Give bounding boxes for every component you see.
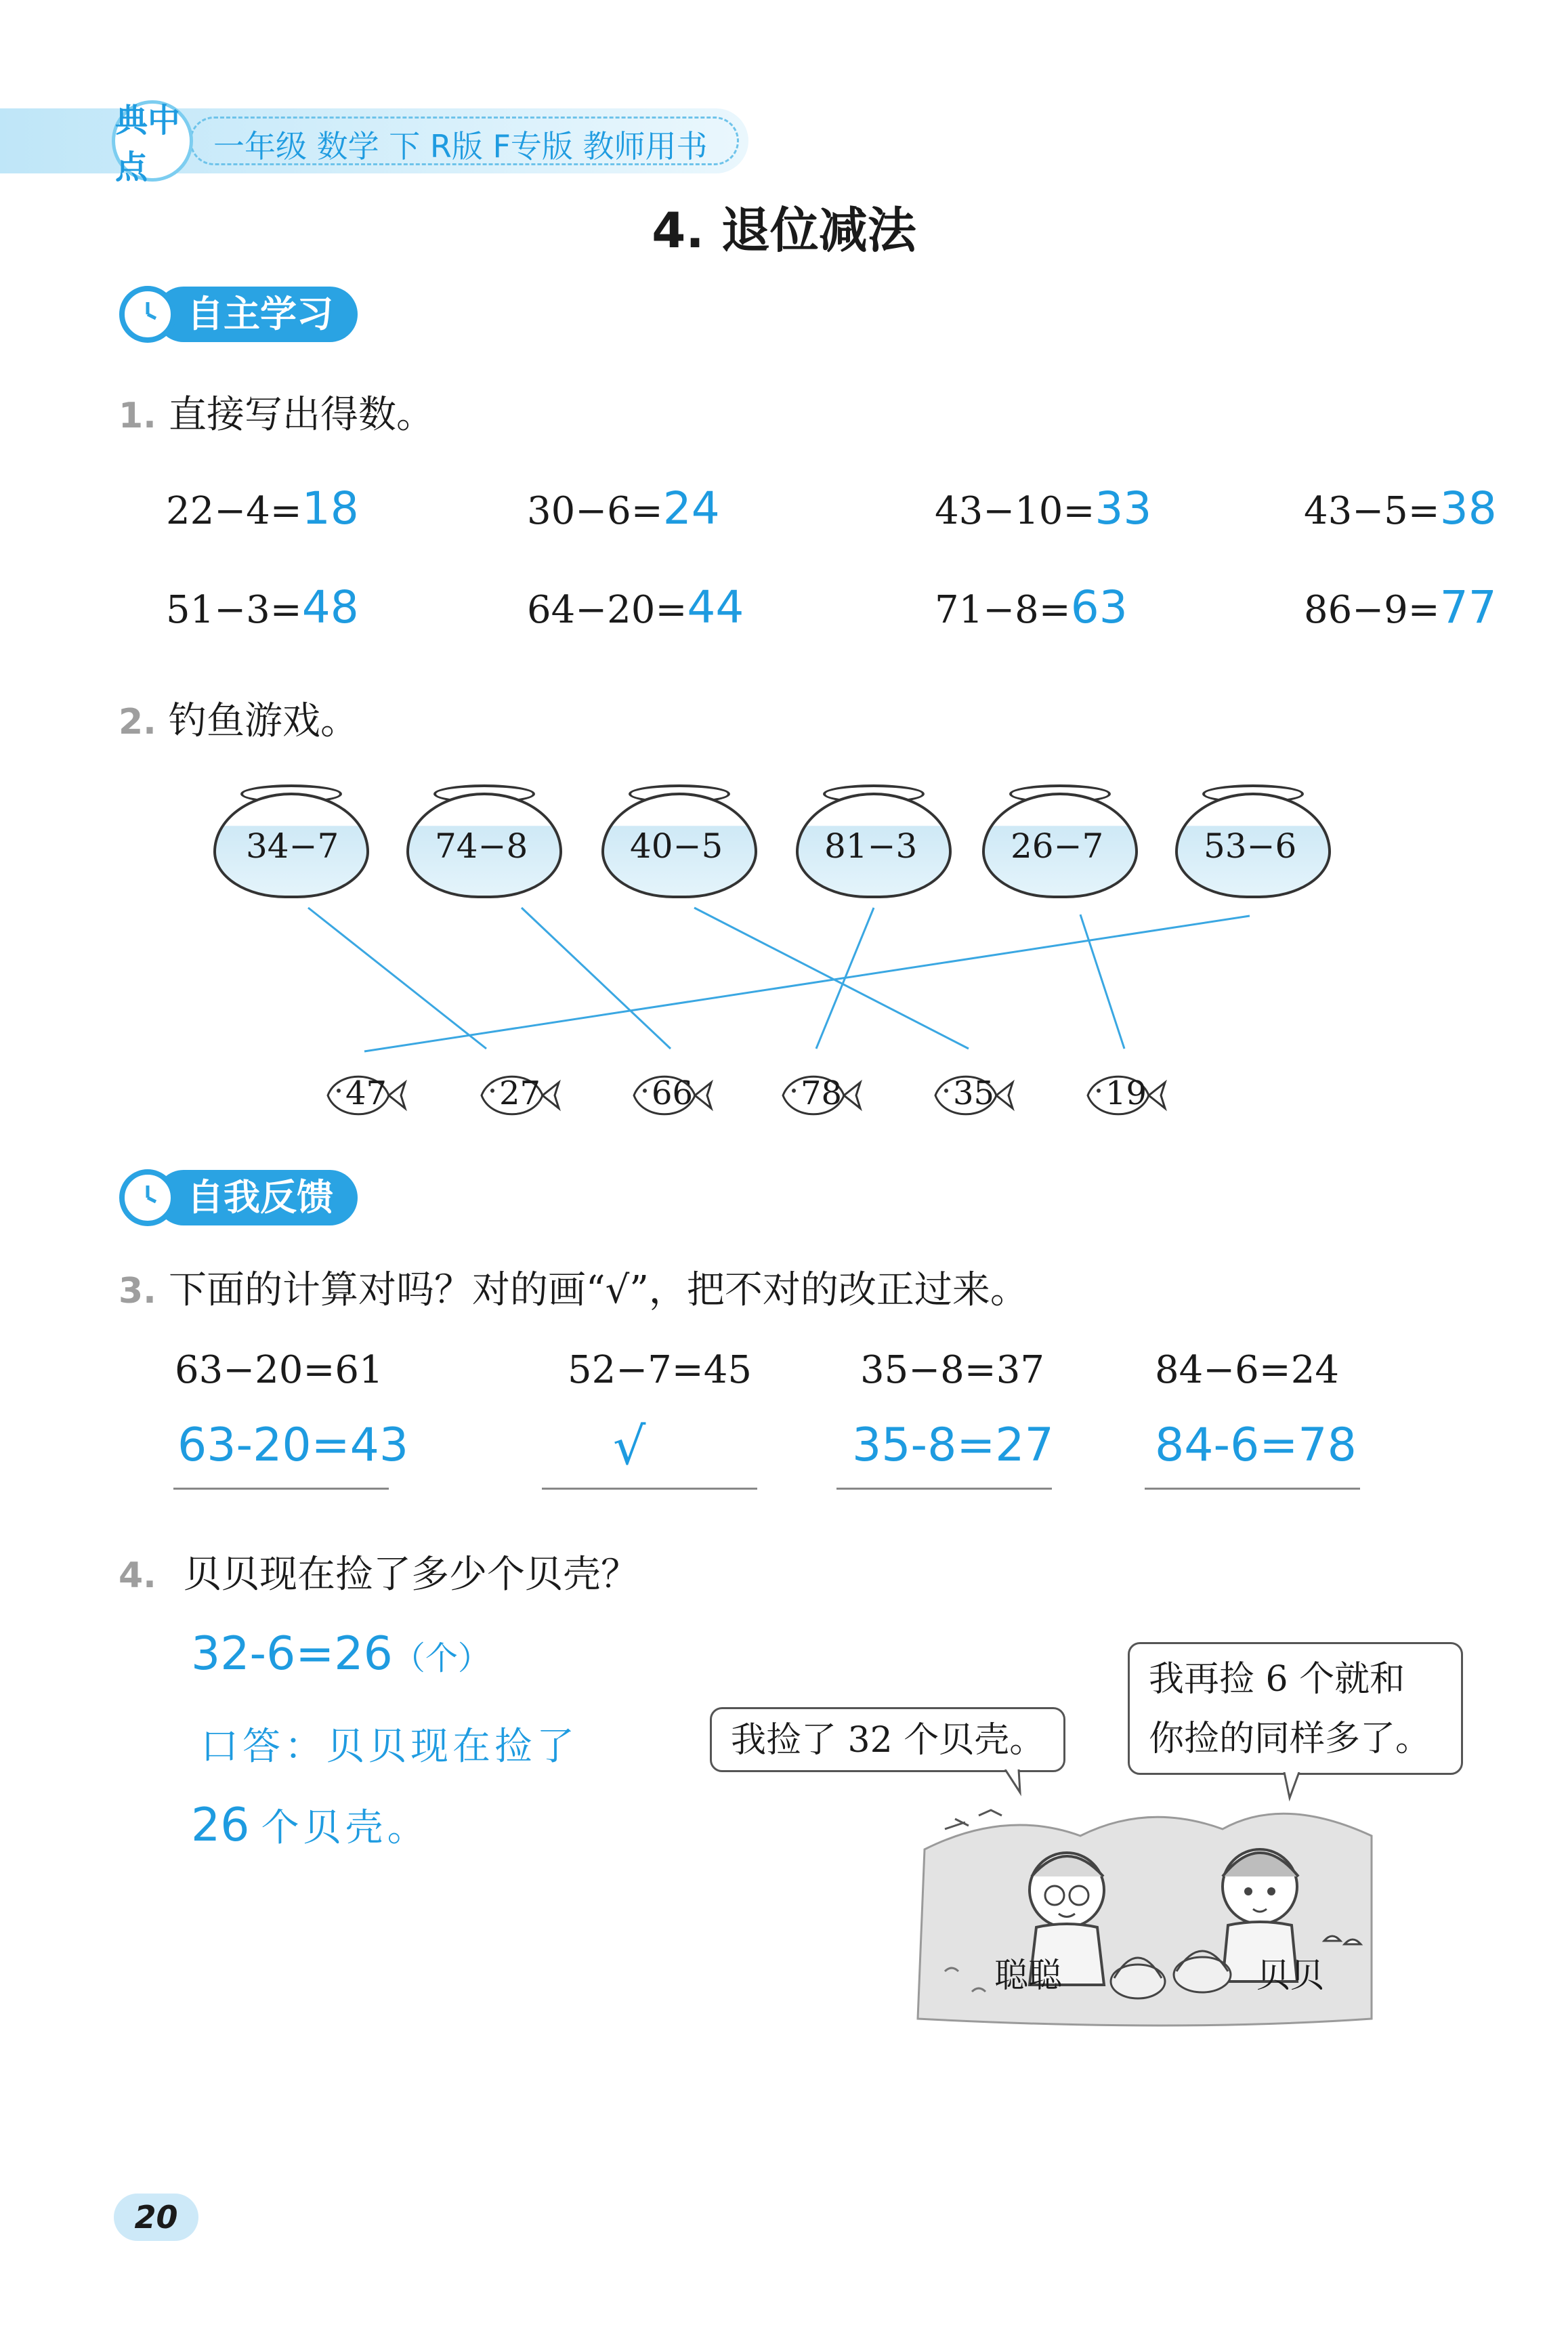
bowl-label: 81−3 [824,826,918,866]
bowl-label: 40−5 [630,826,723,866]
q3-answer: 84-6=78 [1155,1419,1357,1472]
answer: 33 [1095,482,1152,534]
expression: 71−8= [935,588,1071,632]
answer-number: 26 [191,1799,250,1852]
fish [478,1068,561,1126]
match-line [308,908,486,1049]
fish-label: 35 [953,1074,995,1112]
section-title: 自主学习 [156,287,358,342]
answer: 48 [301,581,359,633]
expression: 43−10= [935,489,1095,533]
fish [779,1068,863,1126]
bubble-line: 你捡的同样多了。 [1149,1719,1431,1759]
checkmark-answer: √ [613,1416,646,1476]
bubble-line: 我再捡 6 个就和 [1149,1659,1405,1700]
kid-name-left: 聪聪 [994,1956,1062,1995]
logo-text: 典中点 [115,102,181,186]
q4-answer-line1: 口答：贝贝现在捡了 [200,1725,578,1769]
question-text: 钓鱼游戏。 [168,699,358,743]
fish-label: 47 [345,1074,387,1112]
bowl-label: 74−8 [435,826,528,866]
fish [1084,1068,1168,1126]
bowl-label: 34−7 [246,826,339,866]
question-number: 3. [119,1271,156,1312]
section-self-feedback [119,1165,358,1230]
answer: 24 [662,482,720,534]
bowl-label: 53−6 [1204,826,1297,866]
question-number: 1. [119,396,156,436]
expression: 43−5= [1304,489,1440,533]
expression: 51−3= [166,588,302,632]
question-number: 2. [119,702,156,742]
q3-given: 35−8=37 [860,1348,1044,1392]
question-number: 4. [119,1555,156,1596]
question-4-header [119,1545,639,1599]
answer-text: 个贝壳。 [261,1806,429,1850]
section-title: 自我反馈 [156,1170,358,1225]
match-line [1080,915,1124,1049]
fish-label: 78 [801,1074,843,1112]
expression: 30−6= [527,489,663,533]
header-text: 一年级 数学 下 R版 F专版 教师用书 [213,128,708,165]
fish [324,1068,408,1126]
answer-line [1145,1488,1360,1490]
answer-line [542,1488,757,1490]
fish-label: 27 [499,1074,541,1112]
answer-line [173,1488,389,1490]
fish [931,1068,1015,1126]
expression: 64−20= [527,588,687,632]
kid-name-right: 贝贝 [1256,1956,1324,1995]
answer-line [836,1488,1052,1490]
q4-equation [191,1627,490,1681]
match-line [694,908,969,1049]
answer: 77 [1439,581,1497,633]
question-3-header [119,1260,1028,1314]
question-text: 直接写出得数。 [168,393,434,437]
answer: 18 [301,482,359,534]
q3-given: 52−7=45 [568,1348,752,1392]
q4-answer-line2 [191,1798,429,1852]
bowl-label: 26−7 [1011,826,1104,866]
expression: 86−9= [1304,588,1440,632]
q3-answer: 35-8=27 [852,1419,1054,1472]
speech-bubble-left: 我捡了 32 个贝壳。 [710,1707,1065,1772]
speech-bubble-right [1128,1642,1463,1775]
clock-icon [119,286,176,343]
clock-icon [119,1169,176,1226]
question-text: 贝贝现在捡了多少个贝壳？ [183,1553,639,1597]
fish-label: 19 [1105,1074,1147,1112]
answer: 63 [1070,581,1128,633]
expression: 22−4= [166,489,302,533]
unit: （个） [392,1639,490,1677]
equation: 32-6=26 [191,1627,393,1681]
q3-answer: 63-20=43 [177,1419,409,1472]
page-title: 4. 退位减法 [652,202,916,259]
question-text: 下面的计算对吗？对的画“√”，把不对的改正过来。 [168,1268,1028,1312]
answer: 44 [687,581,744,633]
fish [630,1068,714,1126]
match-line [364,916,1250,1051]
page-number: 20 [114,2194,198,2241]
q3-given: 63−20=61 [175,1348,383,1392]
q3-given: 84−6=24 [1155,1348,1339,1392]
answer: 38 [1439,482,1497,534]
match-line [522,908,671,1049]
fish-label: 66 [652,1074,694,1112]
